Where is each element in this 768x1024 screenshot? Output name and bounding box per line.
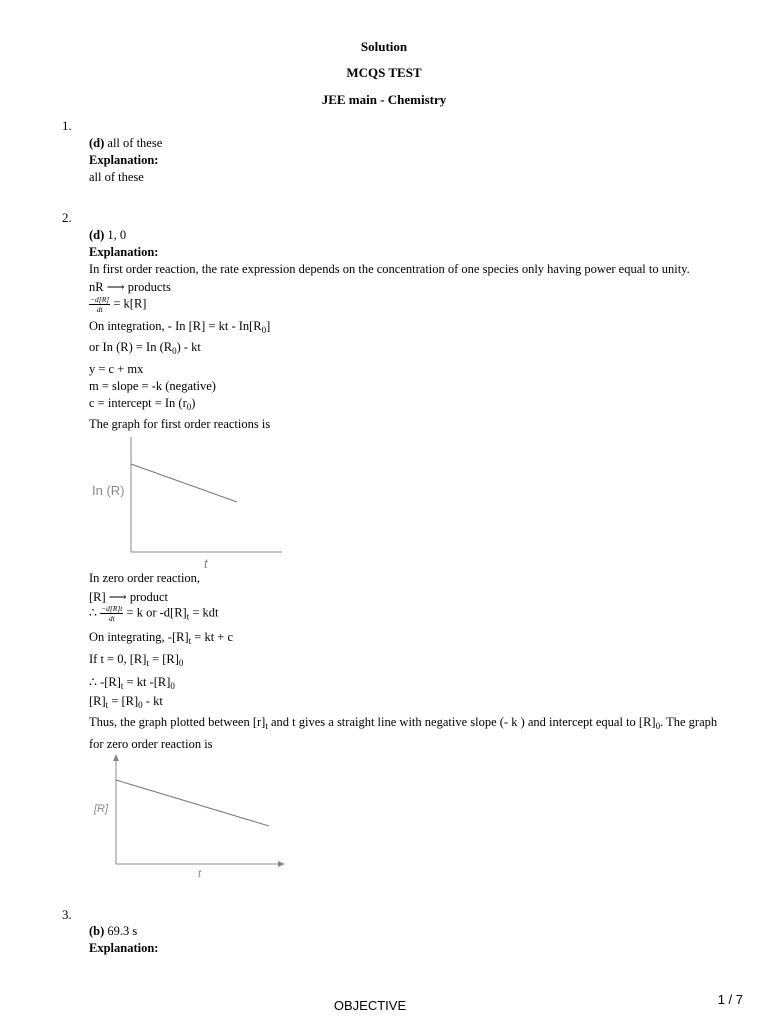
line-equation: y = c + mx — [89, 362, 144, 376]
question-3-answer — [89, 924, 137, 939]
page-indicator: 1 / 7 — [717, 992, 743, 1007]
therefore-equation: ∴ $-[R]_t$ = kt $-[R]_0$ — [89, 675, 175, 691]
graph1-x-label: t — [204, 556, 208, 571]
question-3-number: 3. — [62, 907, 72, 922]
explanation-line: In zero order reaction, — [89, 571, 201, 585]
slope-equation: m = slope = -k (negative) — [89, 379, 216, 393]
question-2-number: 2. — [62, 210, 72, 225]
explanation-label: Explanation: — [89, 245, 159, 259]
integrating-equation: On integrating, $-[R]_t$ = kt + c — [89, 630, 234, 646]
rate-fraction: $\frac{-d[R]t}{dt}$ — [101, 604, 123, 623]
explanation-line: The graph for first order reactions is — [89, 417, 271, 431]
explanation-line: Thus, the graph plotted between $[r]_t$ and t gives a straight line with negative slope (- k ) and intercept equal to $[R]_0$. The graph — [89, 715, 718, 731]
exam-title: JEE main - Chemistry — [321, 92, 447, 107]
zero-order-reaction: [R] ⟶ product — [89, 590, 169, 604]
rate-fraction: $\frac{-d[R]}{dt}$ — [90, 295, 110, 314]
intercept-equation: c = intercept = In $(r_0)$ — [89, 396, 196, 412]
graph1-y-label: In (R) — [92, 483, 125, 498]
explanation-label: Explanation: — [89, 153, 159, 167]
explanation-line: for zero order reaction is — [89, 737, 213, 751]
zero-order-rate-equation: ∴ $\frac{-d[R]t}{dt}$ = k or $-d[R]_t$ = kdt — [89, 604, 219, 623]
explanation-line: In first order reaction, the rate expression depends on the concentration of one species only having power equal to unity. — [89, 262, 690, 276]
answer-option-letter: (b) — [89, 924, 105, 938]
first-order-graph — [88, 432, 288, 572]
footer-label: OBJECTIVE — [333, 998, 407, 1013]
question-1-number: 1. — [62, 118, 72, 133]
initial-condition: If t = 0, $[R]_t = [R]_0$ — [89, 652, 184, 668]
log-equation: or In (R) = In $(R_0)$ - kt — [89, 340, 201, 356]
graph2-y-label: [R] — [94, 803, 109, 815]
answer-option-text: 1, 0 — [107, 228, 127, 242]
answer-option-text: all of these — [107, 136, 163, 150]
zero-order-graph — [88, 752, 293, 882]
document-subtitle: MCQS TEST — [346, 65, 422, 80]
answer-option-letter: (d) — [89, 136, 105, 150]
question-2-answer — [89, 228, 126, 243]
explanation-text: all of these — [89, 170, 144, 184]
y-axis-arrow — [113, 754, 119, 761]
x-axis-arrow — [278, 861, 285, 867]
explanation-label: Explanation: — [89, 941, 159, 955]
reaction-equation: nR ⟶ products — [89, 280, 171, 294]
integration-equation: On integration, - In [R] = kt - $In[R_0]$ — [89, 319, 271, 335]
final-equation: $[R]_t = [R]_0$ - kt — [89, 694, 163, 710]
first-order-line — [131, 464, 237, 502]
rate-law-equation: $\frac{-d[R]}{dt}$ = k[R] — [90, 295, 147, 314]
graph2-x-label: t — [198, 868, 202, 880]
answer-option-letter: (d) — [89, 228, 105, 242]
answer-option-text: 69.3 s — [107, 924, 138, 938]
question-1-answer — [89, 136, 162, 151]
zero-order-line — [116, 780, 269, 826]
document-title: Solution — [360, 39, 408, 54]
